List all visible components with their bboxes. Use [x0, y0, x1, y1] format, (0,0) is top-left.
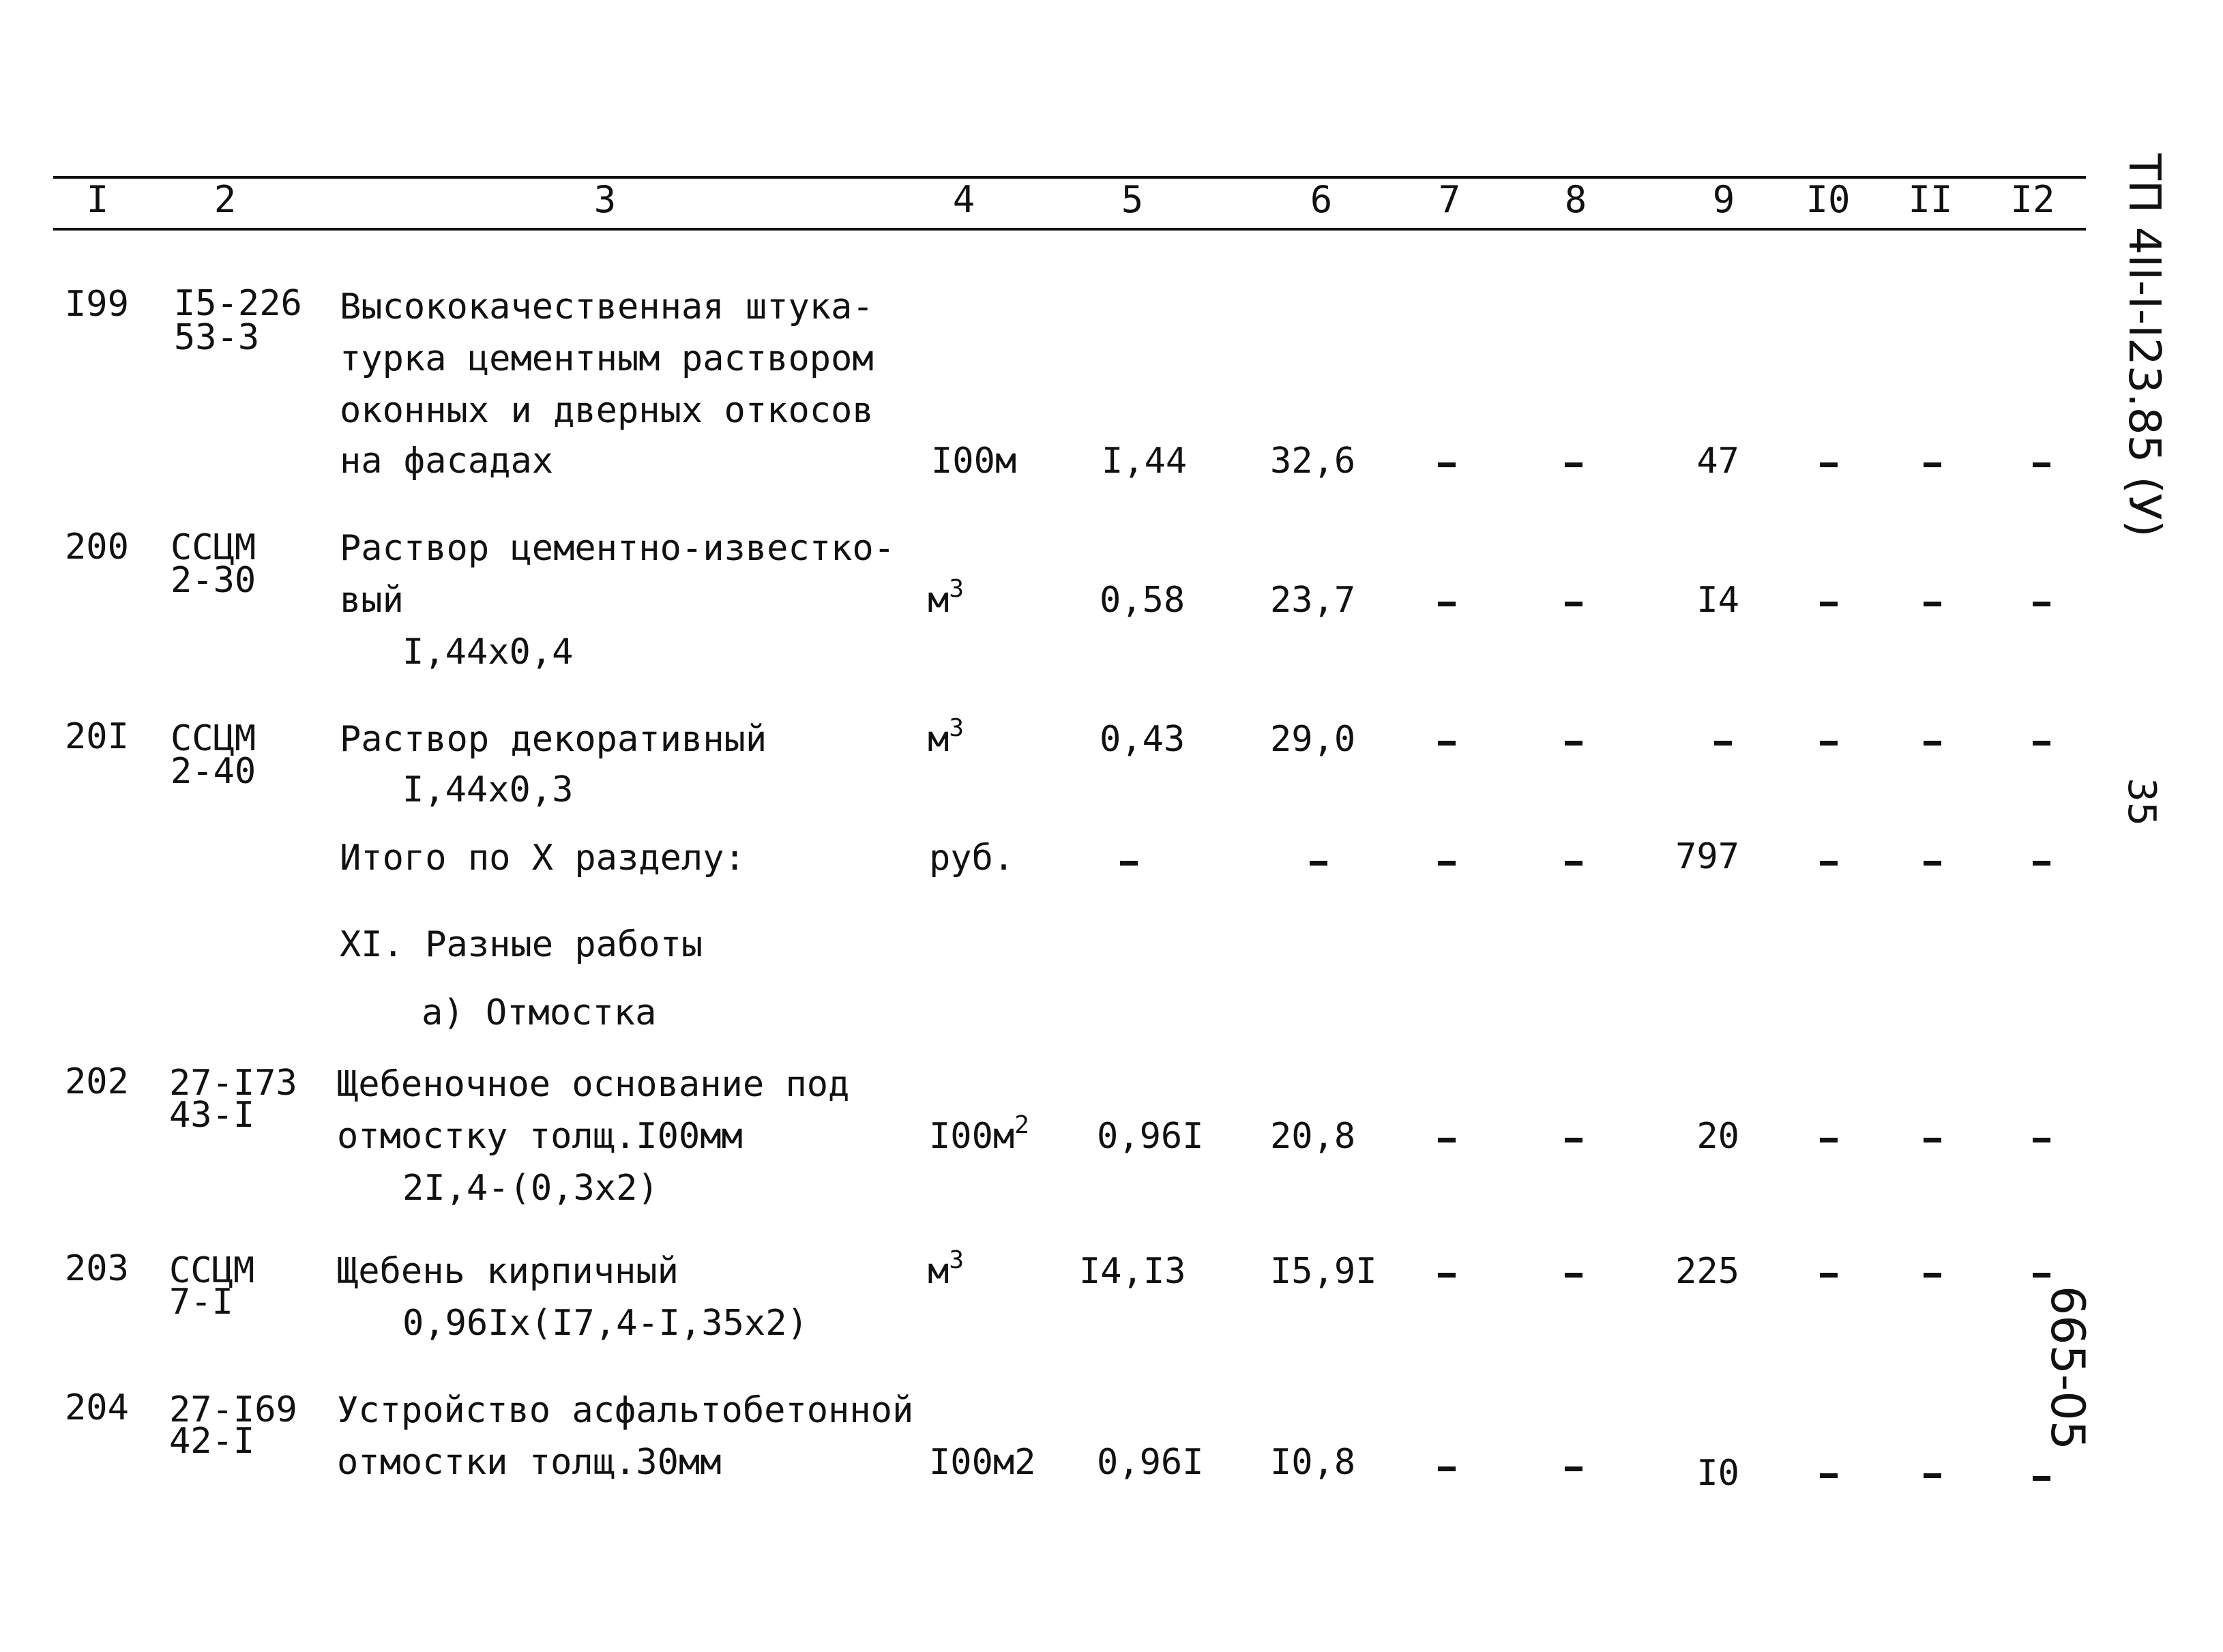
- total-cost: 797: [1675, 836, 1739, 877]
- column-header-4: 4: [952, 178, 975, 221]
- description-line-1: Щебеночное основание под: [337, 1064, 850, 1105]
- dash-col-10: [1820, 462, 1838, 467]
- page-number: 35: [2119, 778, 2164, 827]
- row-number: 204: [65, 1387, 129, 1428]
- dash-col-11: [1924, 1473, 1941, 1478]
- dash-col-12: [2033, 1138, 2050, 1142]
- unit: $м^3$: [928, 575, 964, 621]
- total-cost: I0: [1696, 1453, 1739, 1494]
- unit: руб.: [929, 838, 1015, 879]
- column-header-5: 5: [1121, 178, 1144, 221]
- description-line-4: на фасадах: [340, 441, 554, 482]
- row-number: I99: [65, 284, 129, 325]
- dash-col-11: [1924, 1273, 1941, 1278]
- norm-code-line-2: 2-40: [171, 751, 256, 792]
- row-number: 200: [65, 527, 129, 567]
- dash-col-8: [1565, 1138, 1582, 1142]
- quantity: I,44: [1102, 441, 1188, 482]
- unit-price: 23,7: [1270, 580, 1356, 621]
- dash-col-6: [1310, 861, 1327, 866]
- subsection-heading: а) Отмостка: [422, 992, 657, 1033]
- dash-col-5: [1120, 861, 1138, 866]
- description-line-1: Раствор цементно-известко-: [340, 528, 895, 569]
- unit: $м^3$: [928, 1246, 964, 1292]
- row-number: 203: [65, 1248, 129, 1289]
- dash-col-10: [1820, 1273, 1838, 1278]
- dash-col-11: [1924, 602, 1941, 606]
- unit: $м^3$: [928, 714, 964, 760]
- description-line-2: вый: [340, 580, 404, 621]
- description-line-3: I,44x0,4: [402, 632, 574, 673]
- norm-code-line-1: 27-I69: [169, 1389, 297, 1430]
- dash-col-11: [1924, 1138, 1941, 1142]
- description-line-1: Устройство асфальтобетонной: [337, 1390, 914, 1431]
- quantity: I4,I3: [1079, 1251, 1186, 1292]
- dash-col-7: [1438, 1138, 1456, 1142]
- column-header-2: 2: [214, 178, 237, 221]
- dash-col-10: [1820, 1138, 1838, 1142]
- description-line-2: отмостки толщ.30мм: [337, 1442, 722, 1483]
- section-heading: XI. Разные работы: [340, 924, 703, 965]
- unit: I00м: [931, 441, 1017, 482]
- dash-col-11: [1924, 462, 1941, 467]
- unit-price: 32,6: [1270, 441, 1356, 482]
- dash-col-12: [2033, 861, 2050, 866]
- description-line-2: 0,96Ix(I7,4-I,35x2): [402, 1303, 808, 1344]
- dash-col-9: [1714, 741, 1732, 746]
- norm-code-line-2: 53-3: [174, 317, 260, 358]
- dash-col-7: [1438, 602, 1456, 606]
- dash-col-8: [1565, 462, 1582, 467]
- description-line-2: отмостку толщ.I00мм: [337, 1116, 743, 1157]
- dash-col-11: [1924, 741, 1941, 746]
- document-code: ТП 4II-I-I23.85 (У): [2119, 153, 2169, 537]
- unit-price: I0,8: [1270, 1442, 1356, 1483]
- header-bottom-rule: [53, 228, 2086, 231]
- subtotal-label: Итого по X разделу:: [340, 838, 746, 879]
- column-header-11: II: [1908, 178, 1953, 221]
- dash-col-8: [1565, 1273, 1582, 1278]
- dash-col-8: [1565, 741, 1582, 746]
- quantity: 0,58: [1100, 580, 1186, 621]
- dash-col-7: [1438, 462, 1456, 467]
- description-line-2: турка цементным раствором: [340, 338, 874, 379]
- column-header-10: I0: [1806, 178, 1851, 221]
- unit-price: I5,9I: [1270, 1251, 1377, 1292]
- dash-col-7: [1438, 861, 1456, 866]
- column-header-12: I2: [2010, 178, 2055, 221]
- dash-col-8: [1565, 1466, 1582, 1471]
- dash-col-12: [2033, 1476, 2050, 1481]
- row-number: 202: [65, 1061, 129, 1102]
- dash-col-8: [1565, 861, 1582, 866]
- dash-col-12: [2033, 602, 2050, 606]
- description-line-3: оконных и дверных откосов: [340, 390, 874, 431]
- total-cost: 20: [1696, 1116, 1739, 1157]
- total-cost: 225: [1675, 1251, 1739, 1292]
- quantity: 0,96I: [1097, 1442, 1204, 1483]
- norm-code-line-1: ССЦМ: [169, 1250, 255, 1291]
- dash-col-7: [1438, 1273, 1456, 1278]
- description-line-1: Высококачественная штука-: [340, 286, 874, 327]
- norm-code-line-1: I5-226: [174, 283, 302, 324]
- norm-code-line-1: ССЦМ: [171, 718, 256, 759]
- quantity: 0,43: [1100, 719, 1186, 760]
- row-number: 20I: [65, 716, 129, 757]
- dash-col-7: [1438, 1466, 1456, 1471]
- column-header-8: 8: [1564, 178, 1587, 221]
- dash-col-8: [1565, 602, 1582, 606]
- norm-code-line-2: 7-I: [169, 1282, 233, 1323]
- description-line-3: 2I,4-(0,3x2): [402, 1168, 659, 1209]
- norm-code-line-2: 2-30: [171, 560, 256, 601]
- description-line-2: I,44x0,3: [402, 769, 574, 810]
- dash-col-10: [1820, 861, 1838, 866]
- header-top-rule: [53, 176, 2086, 179]
- norm-code-line-2: 43-I: [169, 1095, 255, 1136]
- column-header-7: 7: [1438, 178, 1461, 221]
- dash-col-11: [1924, 861, 1941, 866]
- column-header-3: 3: [593, 178, 617, 221]
- total-cost: I4: [1696, 580, 1739, 621]
- norm-code-line-1: 27-I73: [169, 1063, 297, 1104]
- norm-code-line-1: ССЦМ: [171, 527, 256, 568]
- column-header-1: I: [86, 178, 109, 221]
- dash-col-10: [1820, 1473, 1838, 1478]
- unit: I00м2: [929, 1442, 1036, 1483]
- description-line-1: Раствор декоративный: [340, 719, 767, 760]
- unit: $I00м^2$: [929, 1111, 1029, 1157]
- unit-price: 29,0: [1270, 719, 1356, 760]
- dash-col-10: [1820, 602, 1838, 606]
- dash-col-10: [1820, 741, 1838, 746]
- dash-col-12: [2033, 741, 2050, 746]
- description-line-1: Щебень кирпичный: [337, 1251, 679, 1292]
- dash-col-7: [1438, 741, 1456, 746]
- norm-code-line-2: 42-I: [169, 1421, 255, 1462]
- unit-price: 20,8: [1270, 1116, 1356, 1157]
- column-header-6: 6: [1310, 178, 1333, 221]
- total-cost: 47: [1696, 441, 1739, 482]
- sheet-code: 665-05: [2040, 1286, 2094, 1450]
- dash-col-12: [2033, 1273, 2050, 1278]
- quantity: 0,96I: [1097, 1116, 1204, 1157]
- column-header-9: 9: [1712, 178, 1735, 221]
- dash-col-12: [2033, 462, 2050, 467]
